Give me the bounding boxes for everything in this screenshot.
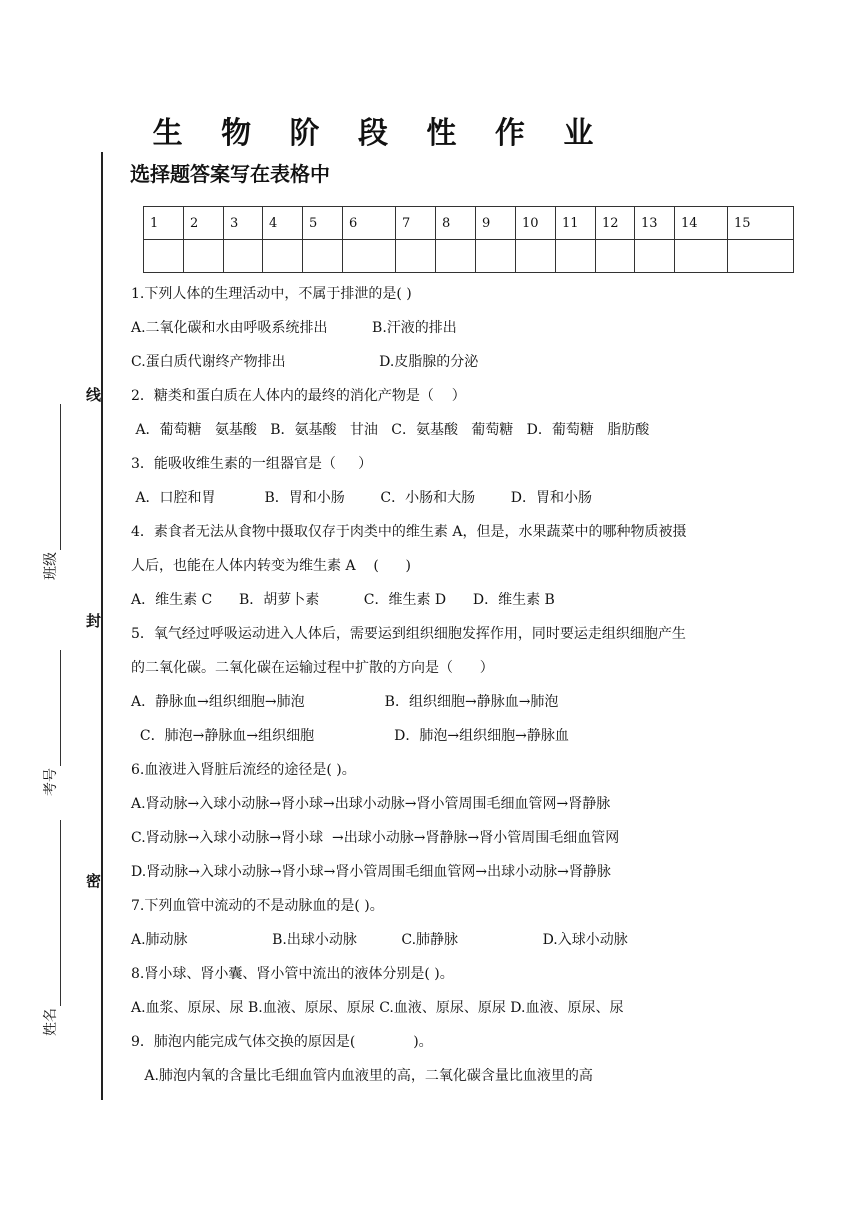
answer-cell[interactable]	[144, 240, 184, 273]
seal-char-mi: 密	[86, 872, 102, 890]
answer-cell[interactable]	[635, 240, 675, 273]
question-4-continued: 人后，也能在人体内转变为维生素 A ( )	[131, 558, 411, 574]
question-number-cell: 8	[436, 207, 476, 240]
question-5: 5．氧气经过呼吸运动进入人体后，需要运到组织细胞发挥作用，同时要运走组织细胞产生	[131, 626, 686, 642]
answer-cell[interactable]	[675, 240, 728, 273]
question-number-cell: 11	[556, 207, 596, 240]
question-9-option-a: A.肺泡内氧的含量比毛细血管内血液里的高，二氧化碳含量比血液里的高	[131, 1068, 593, 1084]
question-number-cell: 3	[224, 207, 263, 240]
binding-line	[101, 152, 103, 1100]
answer-cell[interactable]	[343, 240, 396, 273]
question-number-cell: 9	[476, 207, 516, 240]
answer-cell[interactable]	[263, 240, 303, 273]
answer-cell[interactable]	[396, 240, 436, 273]
question-number-cell: 2	[184, 207, 224, 240]
page-title: 生 物 阶 段 性 作 业	[152, 116, 608, 151]
question-number-cell: 12	[596, 207, 635, 240]
question-4-options: A．维生素 C B．胡萝卜素 C．维生素 D D．维生素 B	[131, 592, 555, 608]
question-7-options: A.肺动脉 B.出球小动脉 C.肺静脉 D.入球小动脉	[131, 932, 628, 948]
seal-char-feng: 封	[86, 612, 102, 630]
answer-cell[interactable]	[728, 240, 794, 273]
question-number-cell: 1	[144, 207, 184, 240]
question-number-cell: 14	[675, 207, 728, 240]
name-field-line	[60, 820, 61, 1006]
question-2-options: A．葡萄糖 氨基酸 B．氨基酸 甘油 C．氨基酸 葡萄糖 D．葡萄糖 脂肪酸	[131, 422, 650, 438]
question-3: 3．能吸收维生素的一组器官是（ ）	[131, 456, 373, 472]
answer-cell[interactable]	[436, 240, 476, 273]
question-5-options-ab: A．静脉血→组织细胞→肺泡 B．组织细胞→静脉血→肺泡	[131, 694, 559, 710]
question-1: 1.下列人体的生理活动中，不属于排泄的是( )	[131, 286, 412, 302]
answer-table	[143, 206, 794, 273]
question-number-cell: 6	[343, 207, 396, 240]
question-number-cell: 5	[303, 207, 343, 240]
exam-number-field-line	[60, 650, 61, 766]
question-9: 9．肺泡内能完成气体交换的原因是( )。	[131, 1034, 433, 1050]
class-field-line	[60, 404, 61, 550]
question-6-option-c: C.肾动脉→入球小动脉→肾小球 →出球小动脉→肾静脉→肾小管周围毛细血管网	[131, 830, 620, 846]
question-number-cell: 4	[263, 207, 303, 240]
question-number-cell: 10	[516, 207, 556, 240]
seal-char-xian: 线	[86, 386, 102, 404]
answer-table-number-row	[144, 207, 794, 240]
answer-cell[interactable]	[556, 240, 596, 273]
answer-table-answer-row	[144, 240, 794, 273]
answer-table-instruction: 选择题答案写在表格中	[130, 162, 330, 186]
answer-cell[interactable]	[184, 240, 224, 273]
question-7: 7.下列血管中流动的不是动脉血的是( )。	[131, 898, 384, 914]
answer-cell[interactable]	[516, 240, 556, 273]
question-number-cell: 13	[635, 207, 675, 240]
question-1-options-cd: C.蛋白质代谢终产物排出 D.皮脂腺的分泌	[131, 354, 479, 370]
question-8: 8.肾小球、肾小囊、肾小管中流出的液体分别是( )。	[131, 966, 454, 982]
question-8-options: A.血浆、原尿、尿 B.血液、原尿、原尿 C.血液、原尿、原尿 D.血液、原尿、尿	[131, 1000, 624, 1016]
question-4: 4．素食者无法从食物中摄取仅存于肉类中的维生素 A，但是，水果蔬菜中的哪种物质被摄	[131, 524, 687, 540]
answer-cell[interactable]	[303, 240, 343, 273]
question-1-options-ab: A.二氧化碳和水由呼吸系统排出 B.汗液的排出	[131, 320, 457, 336]
answer-cell[interactable]	[224, 240, 263, 273]
class-label: 班级	[43, 552, 59, 580]
answer-cell[interactable]	[476, 240, 516, 273]
question-6-option-d: D.肾动脉→入球小动脉→肾小球→肾小管周围毛细血管网→出球小动脉→肾静脉	[131, 864, 611, 880]
question-number-cell: 15	[728, 207, 794, 240]
question-3-options: A．口腔和胃 B．胃和小肠 C．小肠和大肠 D．胃和小肠	[131, 490, 592, 506]
question-5-options-cd: C．肺泡→静脉血→组织细胞 D．肺泡→组织细胞→静脉血	[131, 728, 569, 744]
answer-cell[interactable]	[596, 240, 635, 273]
question-2: 2．糖类和蛋白质在人体内的最终的消化产物是（ ）	[131, 388, 466, 404]
question-6: 6.血液进入肾脏后流经的途径是( )。	[131, 762, 356, 778]
exam-number-label: 考号	[43, 768, 59, 796]
question-number-cell: 7	[396, 207, 436, 240]
question-5-continued: 的二氧化碳。二氧化碳在运输过程中扩散的方向是（ ）	[131, 660, 494, 676]
question-6-option-a: A.肾动脉→入球小动脉→肾小球→出球小动脉→肾小管周围毛细血管网→肾静脉	[131, 796, 611, 812]
name-label: 姓名	[43, 1008, 59, 1036]
